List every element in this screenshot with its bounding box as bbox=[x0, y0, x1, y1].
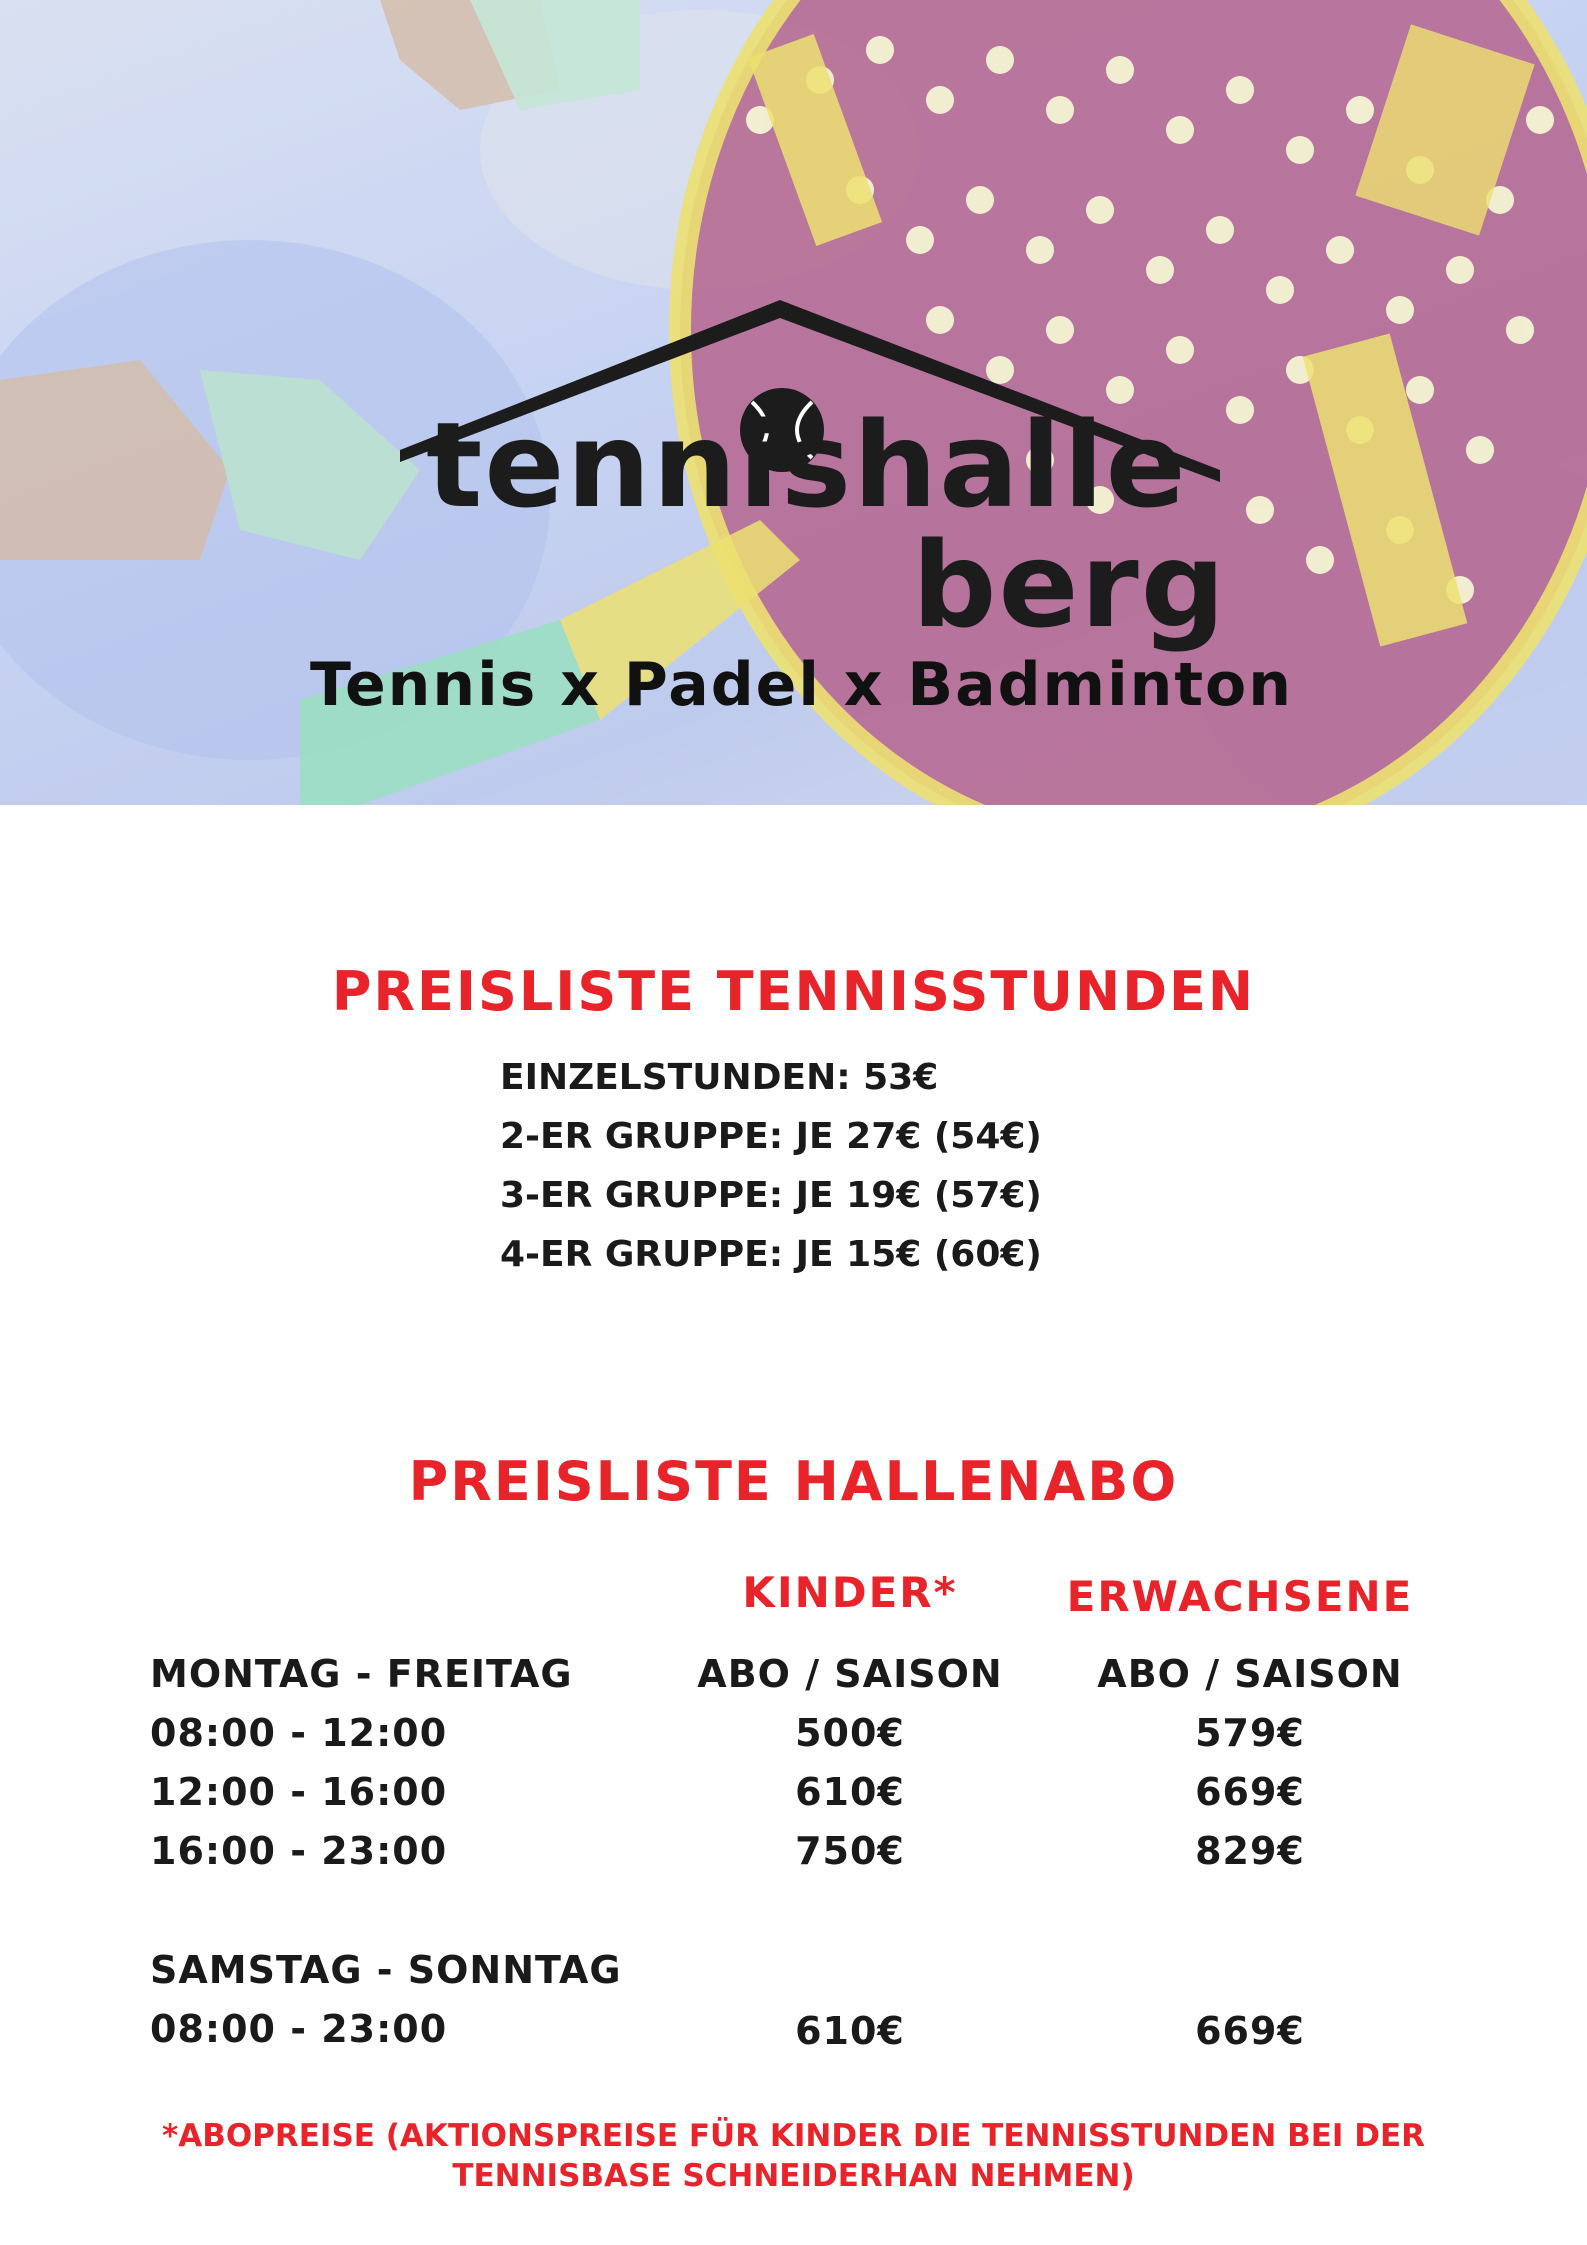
weekend-label: SAMSTAG - SONNTAG bbox=[150, 1948, 622, 1992]
logo-text-tennishalle: tennishalle bbox=[426, 396, 1188, 534]
lesson-price-item: EINZELSTUNDEN: 53€ bbox=[500, 1057, 939, 1098]
footnote-line: TENNISBASE SCHNEIDERHAN NEHMEN) bbox=[452, 2158, 1135, 2194]
lessons-title: PREISLISTE TENNISSTUNDEN bbox=[331, 960, 1256, 1023]
lesson-price-item: 4-ER GRUPPE: JE 15€ (60€) bbox=[500, 1234, 1042, 1275]
price-kinder: 500€ bbox=[795, 1711, 905, 1755]
column-header-erwachsene: ERWACHSENE bbox=[1066, 1572, 1414, 1621]
logo-text-berg: berg bbox=[912, 516, 1228, 654]
lesson-price-item: 2-ER GRUPPE: JE 27€ (54€) bbox=[500, 1116, 1042, 1157]
price-erwachsene: 579€ bbox=[1195, 1711, 1305, 1755]
price-erwachsene: 669€ bbox=[1195, 1770, 1305, 1814]
hero-banner bbox=[0, 0, 1587, 805]
hallenabo-title: PREISLISTE HALLENABO bbox=[408, 1450, 1179, 1513]
price-kinder: 610€ bbox=[795, 1770, 905, 1814]
price-kinder: 750€ bbox=[795, 1829, 905, 1873]
price-kinder: 610€ bbox=[795, 2009, 905, 2053]
footnote bbox=[0, 2116, 1587, 2196]
price-erwachsene: 669€ bbox=[1195, 2009, 1305, 2053]
time-slot: 08:00 - 23:00 bbox=[150, 2007, 448, 2051]
time-slot: 08:00 - 12:00 bbox=[150, 1711, 448, 1755]
subheader-erwachsene: ABO / SAISON bbox=[1097, 1652, 1403, 1696]
subheader-kinder: ABO / SAISON bbox=[697, 1652, 1003, 1696]
lesson-price-item: 3-ER GRUPPE: JE 19€ (57€) bbox=[500, 1175, 1042, 1216]
column-header-kinder: KINDER* bbox=[742, 1568, 958, 1617]
price-erwachsene: 829€ bbox=[1195, 1829, 1305, 1873]
tagline: Tennis x Padel x Badminton bbox=[310, 650, 1293, 720]
footnote-line: *ABOPREISE (AKTIONSPREISE FÜR KINDER DIE TENNISSTUNDEN BEI DER bbox=[161, 2118, 1425, 2154]
lesson-price-list bbox=[500, 1048, 1042, 1284]
time-slot: 16:00 - 23:00 bbox=[150, 1829, 448, 1873]
time-slot: 12:00 - 16:00 bbox=[150, 1770, 448, 1814]
weekday-label: MONTAG - FREITAG bbox=[150, 1652, 573, 1696]
